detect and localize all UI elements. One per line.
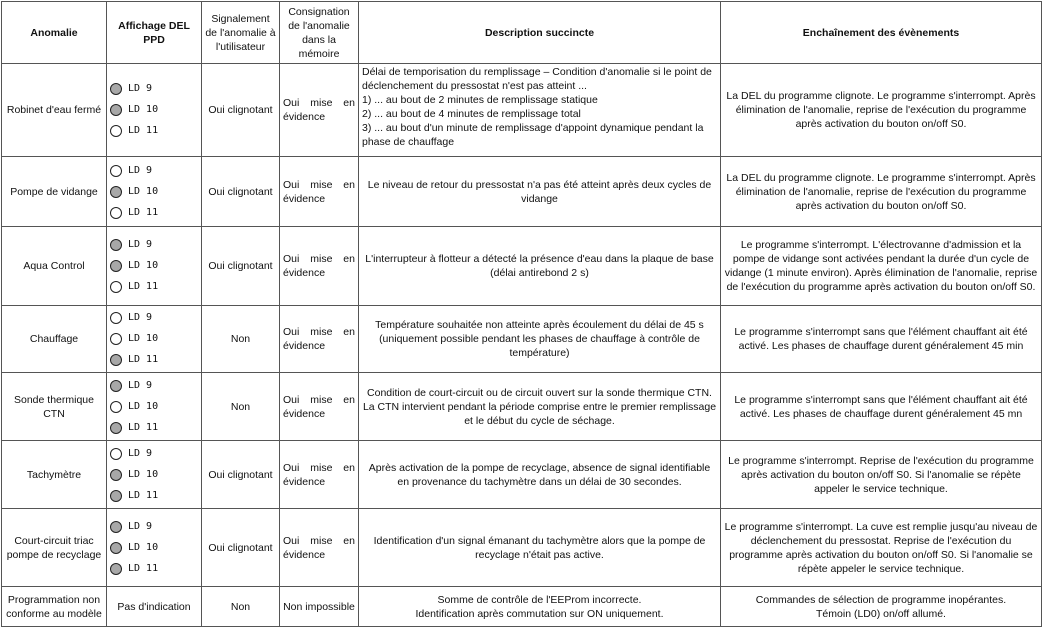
led-label: LD 10 — [128, 333, 159, 344]
anomaly-name: Tachymètre — [2, 441, 107, 509]
memory-cell: Oui mise en évidence — [280, 157, 359, 227]
led-label: LD 11 — [128, 125, 159, 136]
memory-cell: Oui mise en évidence — [280, 509, 359, 587]
signal-user-cell: Oui clignotant — [202, 157, 280, 227]
led-label: LD 11 — [128, 562, 159, 574]
led-indicator — [110, 417, 198, 438]
signal-user-cell: Non — [202, 306, 280, 373]
signal-user-cell: Oui clignotant — [202, 64, 280, 157]
anomaly-name: Court-circuit triac pompe de recyclage — [2, 509, 107, 587]
sequence-cell: Le programme s'interrompt sans que l'élément chauffant ait été activé. Les phases de chauffage durent généralement 45 mn — [721, 373, 1042, 441]
description-line: 1) ... au bout de 2 minutes de remplissage statique — [362, 94, 598, 106]
led-label: LD 9 — [128, 447, 153, 459]
header-memory: Consignation de l'anomalie dans la mémoire — [280, 2, 359, 64]
memory-cell: Oui mise en évidence — [280, 64, 359, 157]
led-label: LD 11 — [128, 421, 159, 433]
table-row — [2, 373, 1042, 441]
description-cell: Température souhaitée non atteinte après écoulement du délai de 45 s (uniquement possible pendant les phases de chauffage à contrôle de température) — [359, 306, 721, 373]
led-on-icon — [110, 83, 122, 95]
sequence-cell: La DEL du programme clignote. Le programme s'interrompt. Après élimination de l'anomalie, reprise de l'exécution du programme après activation du bouton on/off S0. — [721, 157, 1042, 227]
led-indicator — [110, 100, 198, 121]
led-off-icon — [110, 401, 122, 413]
led-indicator — [110, 396, 198, 417]
led-label: LD 11 — [128, 489, 159, 501]
led-label: LD 10 — [128, 541, 159, 553]
led-indicator — [110, 537, 198, 558]
sequence-cell: Le programme s'interrompt sans que l'élément chauffant ait été activé. Les phases de chauffage durent généralement 45 min — [721, 306, 1042, 373]
led-on-icon — [110, 186, 122, 198]
led-display-cell — [107, 64, 202, 157]
signal-user-cell: Non — [202, 587, 280, 627]
led-indicator — [110, 443, 198, 464]
led-off-icon — [110, 312, 122, 324]
led-label: LD 10 — [128, 468, 159, 480]
led-indicator — [110, 329, 198, 350]
led-indicator — [110, 516, 198, 537]
led-on-icon — [110, 563, 122, 575]
led-off-icon — [110, 125, 122, 137]
led-on-icon — [110, 490, 122, 502]
led-indicator — [110, 235, 198, 256]
signal-user-cell: Oui clignotant — [202, 227, 280, 306]
table-row — [2, 441, 1042, 509]
memory-cell: Oui mise en évidence — [280, 373, 359, 441]
description-cell: Le niveau de retour du pressostat n'a pas été atteint après deux cycles de vidange — [359, 157, 721, 227]
led-on-icon — [110, 542, 122, 554]
led-off-icon — [110, 333, 122, 345]
led-label: LD 11 — [128, 281, 159, 292]
led-indicator — [110, 160, 198, 181]
anomaly-table — [1, 1, 1042, 627]
table-row — [2, 157, 1042, 227]
led-off-icon — [110, 448, 122, 460]
description-cell: L'interrupteur à flotteur a détecté la présence d'eau dans la plaque de base (délai antirebond 2 s) — [359, 227, 721, 306]
table-row — [2, 64, 1042, 157]
table-row — [2, 587, 1042, 627]
led-display-cell — [107, 373, 202, 441]
led-on-icon — [110, 354, 122, 366]
description-cell — [359, 587, 721, 627]
sequence-cell: Le programme s'interrompt. Reprise de l'exécution du programme après activation du bouton on/off S0. Si l'anomalie se répète appeler le service technique. — [721, 441, 1042, 509]
led-label: LD 9 — [128, 239, 153, 250]
led-indicator — [110, 375, 198, 396]
memory-cell: Oui mise en évidence — [280, 227, 359, 306]
header-row — [2, 2, 1042, 64]
anomaly-name: Pompe de vidange — [2, 157, 107, 227]
led-indicator — [110, 79, 198, 100]
description-line: Identification après commutation sur ON uniquement. — [415, 607, 664, 620]
description-line: 2) ... au bout de 4 minutes de remplissage total — [362, 108, 581, 120]
signal-user-cell: Oui clignotant — [202, 441, 280, 509]
led-on-icon — [110, 104, 122, 116]
led-display-cell — [107, 441, 202, 509]
sequence-cell: La DEL du programme clignote. Le programme s'interrompt. Après élimination de l'anomalie, reprise de l'exécution du programme après activation du bouton on/off S0. — [721, 64, 1042, 157]
description-cell: Identification d'un signal émanant du tachymètre alors que la pompe de recyclage n'était pas active. — [359, 509, 721, 587]
sequence-cell: Le programme s'interrompt. L'électrovanne d'admission et la pompe de vidange sont activées pendant la durée d'un cycle de vidange (1 minute environ). Après élimination de l'anomalie, reprise de l'exécution du programme après activation du bouton on/off S0. — [721, 227, 1042, 306]
led-indicator — [110, 256, 198, 277]
anomaly-name: Sonde thermique CTN — [2, 373, 107, 441]
led-label: LD 9 — [128, 520, 153, 532]
led-label: LD 9 — [128, 312, 153, 323]
description-cell: Après activation de la pompe de recyclage, absence de signal identifiable en provenance du tachymètre dans un délai de 30 secondes. — [359, 441, 721, 509]
sequence-cell — [721, 587, 1042, 627]
signal-user-cell: Non — [202, 373, 280, 441]
led-on-icon — [110, 239, 122, 251]
led-indicator — [110, 558, 198, 579]
header-description: Description succincte — [359, 2, 721, 64]
led-indicator — [110, 277, 198, 298]
led-indicator — [110, 464, 198, 485]
led-display-cell — [107, 227, 202, 306]
led-on-icon — [110, 380, 122, 392]
led-off-icon — [110, 165, 122, 177]
led-on-icon — [110, 469, 122, 481]
led-off-icon — [110, 281, 122, 293]
led-indicator — [110, 181, 198, 202]
memory-cell: Non impossible — [280, 587, 359, 627]
led-label: LD 9 — [128, 83, 153, 94]
table-row — [2, 509, 1042, 587]
anomaly-name: Aqua Control — [2, 227, 107, 306]
header-led-display: Affichage DEL PPD — [107, 2, 202, 64]
led-label: LD 10 — [128, 185, 159, 197]
led-label: LD 10 — [128, 400, 159, 412]
anomaly-name: Robinet d'eau fermé — [2, 64, 107, 157]
description-cell: Condition de court-circuit ou de circuit ouvert sur la sonde thermique CTN. La CTN intervient pendant la période comprise entre le premier remplissage et le début du cycle de séchage. — [359, 373, 721, 441]
led-on-icon — [110, 422, 122, 434]
table-row — [2, 306, 1042, 373]
memory-cell: Oui mise en évidence — [280, 306, 359, 373]
led-off-icon — [110, 207, 122, 219]
led-display-cell — [107, 509, 202, 587]
memory-cell: Oui mise en évidence — [280, 441, 359, 509]
led-label: LD 11 — [128, 206, 159, 218]
led-indicator — [110, 485, 198, 506]
header-signal-user: Signalement de l'anomalie à l'utilisateur — [202, 2, 280, 64]
description-line: Délai de temporisation du remplissage – Condition d'anomalie si le point de déclenchement du pressostat n'est pas atteint ... — [362, 66, 712, 92]
anomaly-name: Programmation non conforme au modèle — [2, 587, 107, 627]
led-display-cell — [107, 306, 202, 373]
led-label: LD 11 — [128, 354, 159, 365]
sequence-line: Témoin (LD0) on/off allumé. — [816, 607, 946, 620]
led-indicator — [110, 308, 198, 329]
led-indicator — [110, 202, 198, 223]
led-label: LD 9 — [128, 379, 153, 391]
table-row — [2, 227, 1042, 306]
led-label: LD 10 — [128, 104, 159, 115]
description-line: 3) ... au bout d'un minute de remplissage d'appoint dynamique pendant la phase de chauffage — [362, 122, 704, 148]
led-on-icon — [110, 521, 122, 533]
sequence-cell: Le programme s'interrompt. La cuve est remplie jusqu'au niveau de déclenchement du pressostat. Reprise de l'exécution du programme après activation du bouton on/off S0. Si l'anomalie se répète appeler le service technique. — [721, 509, 1042, 587]
sequence-line: Commandes de sélection de programme inopérantes. — [755, 593, 1007, 606]
header-sequence: Enchaînement des évènements — [721, 2, 1042, 64]
led-indicator — [110, 121, 198, 142]
header-anomaly: Anomalie — [2, 2, 107, 64]
led-display-cell — [107, 157, 202, 227]
led-indicator — [110, 350, 198, 371]
led-label: LD 9 — [128, 164, 153, 176]
led-label: LD 10 — [128, 260, 159, 271]
anomaly-name: Chauffage — [2, 306, 107, 373]
description-line: Somme de contrôle de l'EEProm incorrecte. — [437, 593, 642, 606]
description-cell — [359, 64, 721, 157]
signal-user-cell: Oui clignotant — [202, 509, 280, 587]
led-on-icon — [110, 260, 122, 272]
led-display-text: Pas d'indication — [107, 587, 202, 627]
